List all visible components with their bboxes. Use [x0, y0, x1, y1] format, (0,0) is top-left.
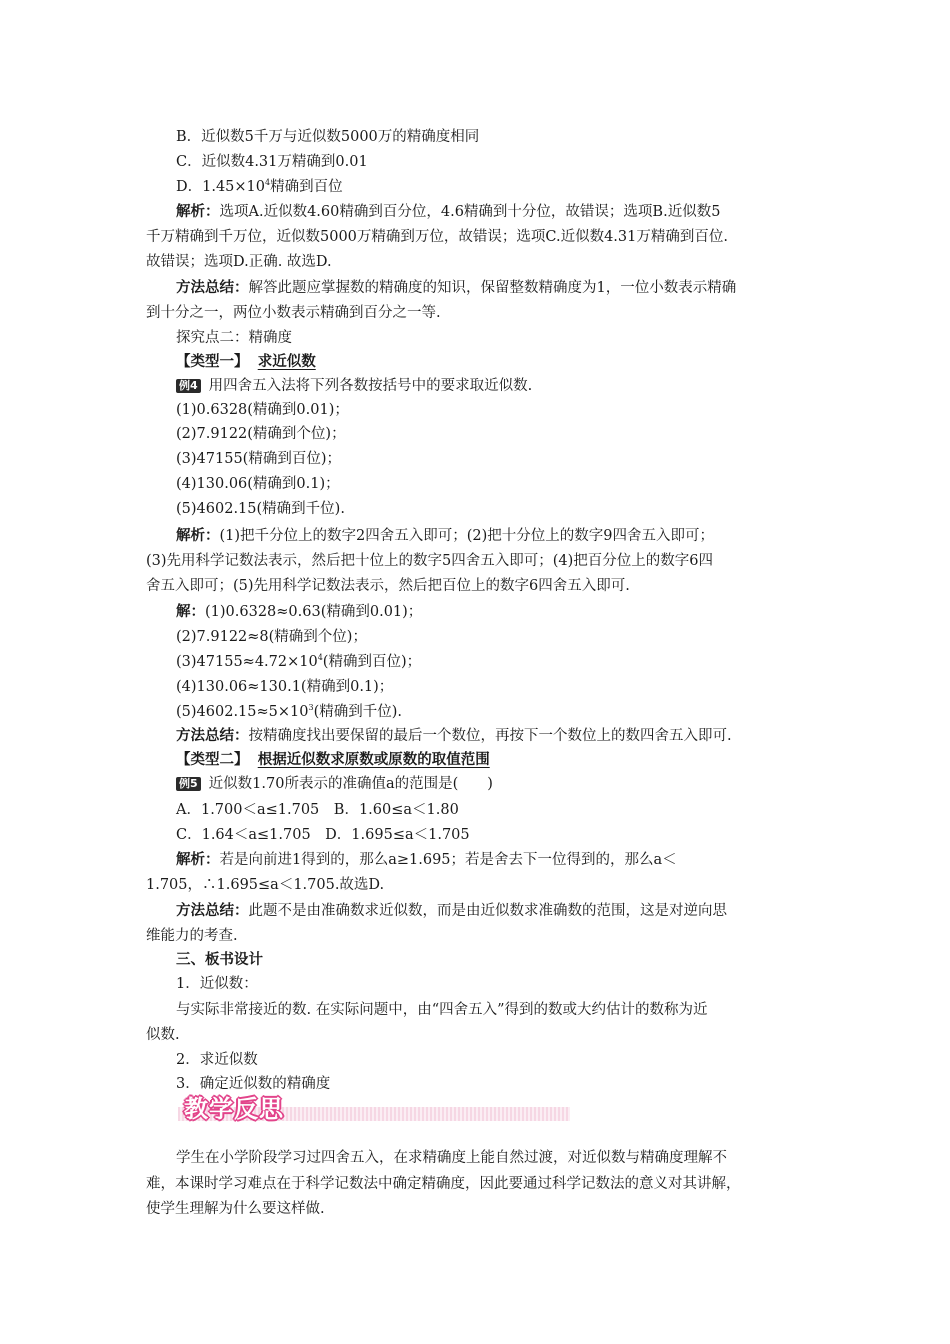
option-b: B．近似数5千万与近似数5000万的精确度相同: [176, 129, 480, 145]
summary-2: 方法总结：按精确度找出要保留的最后一个数位，再按下一个数位上的数四舍五入即可.: [176, 728, 732, 744]
solution-3: $(3)47155\approx 4.72\times 10^4$(精确到百位)；: [176, 653, 422, 670]
solution-2: (2)7.9122≈8(精确到个位)；: [176, 629, 367, 645]
summary-3-line-1: 方法总结：此题不是由准确数求近似数，而是由近似数求准确数的范围，这是对逆向思: [176, 903, 727, 919]
example-4-item-2: (2)7.9122(精确到个位)；: [176, 426, 346, 442]
analysis-3-line-2: 1.705，∴1.695≤a＜1.705.故选D.: [146, 877, 385, 893]
reflection-title: 教学反思: [184, 1095, 284, 1123]
analysis-2-line-3: 舍五入即可；(5)先用科学记数法表示，然后把百位上的数字6四舍五入即可.: [146, 578, 630, 594]
example-4-item-4: (4)130.06(精确到0.1)；: [176, 476, 340, 492]
analysis-3-line-1: 解析：若是向前进1得到的，那么a≥1.695；若是舍去下一位得到的，那么a＜: [176, 852, 677, 868]
example-4: 例4 用四舍五入法将下列各数按括号中的要求取近似数.: [176, 374, 532, 398]
type-2-heading: 【类型二】 根据近似数求原数或原数的取值范围: [176, 752, 490, 768]
board-item-3: 3．确定近似数的精确度: [176, 1076, 331, 1092]
analysis-2-line-1: 解析：(1)把千分位上的数字2四舍五入即可；(2)把十分位上的数字9四舍五入即可；: [176, 528, 715, 544]
option-d: D．$1.45\times 10^4$精确到百位: [176, 178, 343, 195]
analysis-1-line-3: 故错误；选项D.正确. 故选D.: [146, 254, 332, 270]
analysis-1-line-2: 千万精确到千万位，近似数5000万精确到万位，故错误；选项C.近似数4.31万精确到百位.: [146, 229, 728, 245]
example-4-item-3: (3)47155(精确到百位)；: [176, 451, 341, 467]
option-c: C．近似数4.31万精确到0.01: [176, 154, 368, 170]
board-item-1-text-line-2: 似数.: [146, 1027, 180, 1043]
explore-point-2: 探究点二：精确度: [176, 330, 292, 346]
example-5-options-ab: A．1.700＜a≤1.705 B．1.60≤a＜1.80: [176, 802, 459, 818]
summary-3-line-2: 维能力的考查.: [146, 928, 238, 944]
example-4-item-1: (1)0.6328(精确到0.01)；: [176, 402, 349, 418]
analysis-1-line-1: 解析：选项A.近似数4.60精确到百分位，4.6精确到十分位，故错误；选项B.近似数5: [176, 204, 721, 220]
reflection-line-1: 学生在小学阶段学习过四舍五入，在求精确度上能自然过渡，对近似数与精确度理解不: [176, 1150, 727, 1166]
type-1-heading: 【类型一】 求近似数: [176, 354, 316, 370]
analysis-label: 解析：: [176, 204, 220, 220]
example-4-tag: 例4: [176, 379, 201, 393]
reflection-line-2: 难，本课时学习难点在于科学记数法中确定精确度，因此要通过科学记数法的意义对其讲解，: [146, 1176, 741, 1192]
solution-1: 解：(1)0.6328≈0.63(精确到0.01)；: [176, 604, 423, 620]
solution-4: (4)130.06≈130.1(精确到0.1)；: [176, 679, 394, 695]
board-item-1: 1．近似数：: [176, 976, 258, 992]
reflection-banner: [178, 1093, 570, 1127]
example-5-tag: 例5: [176, 777, 201, 791]
example-5-options-cd: C．1.64＜a≤1.705 D．1.695≤a＜1.705: [176, 827, 470, 843]
summary-1-line-2: 到十分之一，两位小数表示精确到百分之一等.: [146, 305, 441, 321]
solution-5: $(5)4602.15\approx 5\times 10^3$(精确到千位).: [176, 703, 403, 720]
example-5: 例5 近似数1.70所表示的准确值a的范围是( ): [176, 772, 493, 796]
analysis-2-line-2: (3)先用科学记数法表示，然后把十位上的数字5四舍五入即可；(4)把百分位上的数字6四: [146, 553, 714, 569]
summary-1-line-1: 方法总结：解答此题应掌握数的精确度的知识，保留整数精确度为1，一位小数表示精确: [176, 280, 737, 296]
section-3-heading: 三、板书设计: [176, 952, 263, 968]
board-item-1-text-line-1: 与实际非常接近的数. 在实际问题中，由“四舍五入”得到的数或大约估计的数称为近: [176, 1002, 708, 1018]
reflection-line-3: 使学生理解为什么要这样做.: [146, 1201, 325, 1217]
board-item-2: 2．求近似数: [176, 1052, 258, 1068]
summary-label: 方法总结：: [176, 280, 249, 296]
example-4-item-5: (5)4602.15(精确到千位).: [176, 501, 345, 517]
